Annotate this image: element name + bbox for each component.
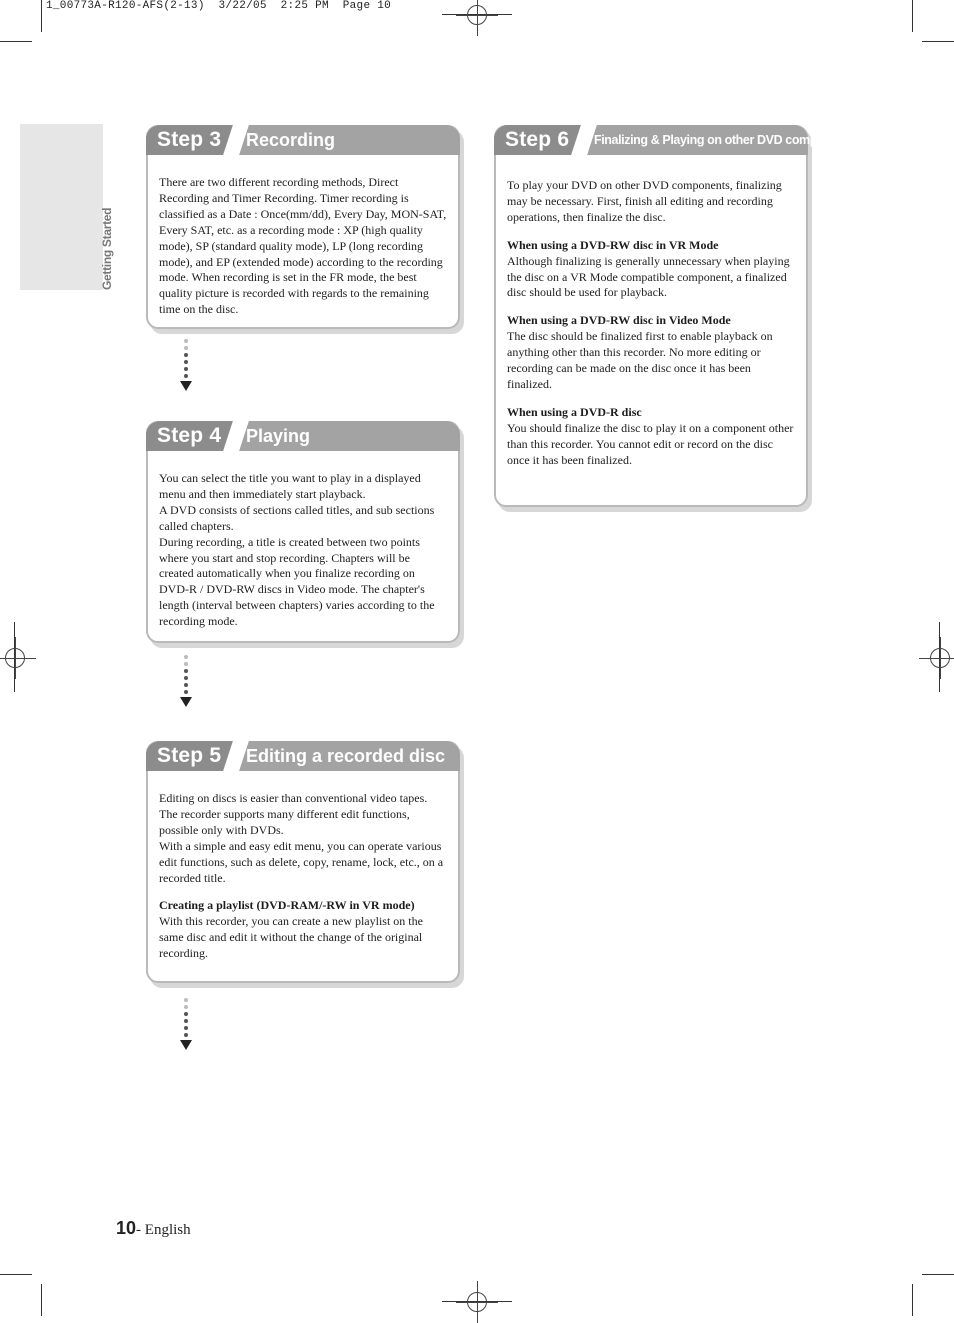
arrow-down-icon xyxy=(180,1040,192,1050)
registration-mark xyxy=(5,648,25,668)
registration-mark xyxy=(467,1292,487,1312)
step-6-intro: To play your DVD on other DVD components, finalizing may be necessary. First, finish all editing and recording operations, then finalize the disc. xyxy=(507,178,782,224)
step-6-header xyxy=(494,125,856,155)
step-6-subheading: When using a DVD-RW disc in VR Mode xyxy=(507,237,719,252)
step-3-header xyxy=(146,125,460,155)
step-4-paragraph: You can select the title you want to play in a displayed menu and then immediately start playback. xyxy=(159,471,421,501)
step-5-paragraph: With a simple and easy edit menu, you can operate various edit functions, such as delete, copy, rename, lock, etc., on a recorded title. xyxy=(159,838,444,885)
crop-mark xyxy=(912,0,913,32)
step-4-paragraph: A DVD consists of sections called titles, and sub sections called chapters. xyxy=(159,502,435,533)
step-5-title: Editing a recorded disc xyxy=(246,746,446,766)
step-6-subtext: Although finalizing is generally unnecessary when playing the disc on a VR Mode compatible component, a finalized disc should be used for playback. xyxy=(507,253,790,300)
step-4-paragraph: During recording, a title is created between two points where you start and stop recording. Chapters will be created automatically when you finalize recording on DVD-R / DVD-RW discs in Video mode. The chapter's length (interval between chapters) varies according to the recording mode. xyxy=(159,534,435,629)
flow-arrow-down xyxy=(179,655,193,707)
crop-mark xyxy=(0,1274,32,1275)
arrow-down-icon xyxy=(180,697,192,707)
section-side-tab-label: Getting Started xyxy=(100,207,114,290)
crop-mark xyxy=(41,1284,42,1316)
step-4-box xyxy=(146,421,460,643)
step-4-header xyxy=(146,421,460,451)
page-language: - English xyxy=(136,1222,191,1238)
page-number: 10 xyxy=(116,1218,137,1238)
crop-mark xyxy=(0,41,32,42)
crop-mark xyxy=(912,1284,913,1316)
step-6-title: Finalizing & Playing on other DVD components xyxy=(594,133,856,147)
crop-mark xyxy=(922,41,954,42)
flow-arrow-down xyxy=(179,339,193,391)
crop-mark xyxy=(41,0,42,32)
section-side-tab xyxy=(20,124,114,290)
step-5-header xyxy=(146,741,460,771)
step-6-body xyxy=(507,178,795,469)
step-5-box xyxy=(146,741,460,983)
step-5-subtext: With this recorder, you can create a new playlist on the same disc and edit it without the change of the original recording. xyxy=(159,914,423,961)
registration-mark xyxy=(930,648,950,668)
step-3-box xyxy=(146,125,460,329)
step-5-badge: Step 5 xyxy=(146,741,236,771)
step-4-body xyxy=(159,471,447,630)
crop-mark xyxy=(922,1274,954,1275)
step-5-paragraph: Editing on discs is easier than conventional video tapes. xyxy=(159,791,428,805)
step-6-subtext: The disc should be finalized first to enable playback on anything other than this recorder. No more editing or recording can be made on the disc once it has been finalized. xyxy=(507,329,773,391)
step-6-subheading: When using a DVD-R disc xyxy=(507,404,642,419)
print-slug: 1_00773A-R120-AFS(2-13) 3/22/05 2:25 PM Page 10 xyxy=(46,0,392,12)
step-3-body xyxy=(159,175,447,318)
step-5-body xyxy=(159,791,447,962)
step-4-title: Playing xyxy=(246,426,311,446)
step-3-badge: Step 3 xyxy=(146,125,236,155)
step-3-paragraph: There are two different recording methods, Direct Recording and Timer Recording. Timer recording is classified as a Date : Once(mm/dd), Every Day, MON-SAT, Every SAT, etc. as a recording mode : XP (high quality mode), SP (standard quality mode), LP (long recording mode), and EP (extended mode) according to the recording mode. When recording is set in the FR mode, the best quality picture is recorded with regards to the remaining time on the disc. xyxy=(159,175,447,317)
step-6-subheading: When using a DVD-RW disc in Video Mode xyxy=(507,313,731,328)
step-4-badge: Step 4 xyxy=(146,421,236,451)
step-5-paragraph: The recorder supports many different edit functions, possible only with DVDs. xyxy=(159,806,410,837)
step-5-subheading: Creating a playlist (DVD-RAM/-RW in VR mode) xyxy=(159,898,415,913)
registration-mark xyxy=(467,5,487,25)
step-3-title: Recording xyxy=(246,130,336,150)
arrow-down-icon xyxy=(180,381,192,391)
step-6-subtext: You should finalize the disc to play it on a component other than this recorder. You cannot edit or record on the disc once it has been finalized. xyxy=(507,420,794,467)
step-6-badge: Step 6 xyxy=(494,125,584,155)
flow-arrow-down xyxy=(179,998,193,1050)
step-6-box xyxy=(494,125,856,507)
page-footer xyxy=(116,1218,191,1239)
